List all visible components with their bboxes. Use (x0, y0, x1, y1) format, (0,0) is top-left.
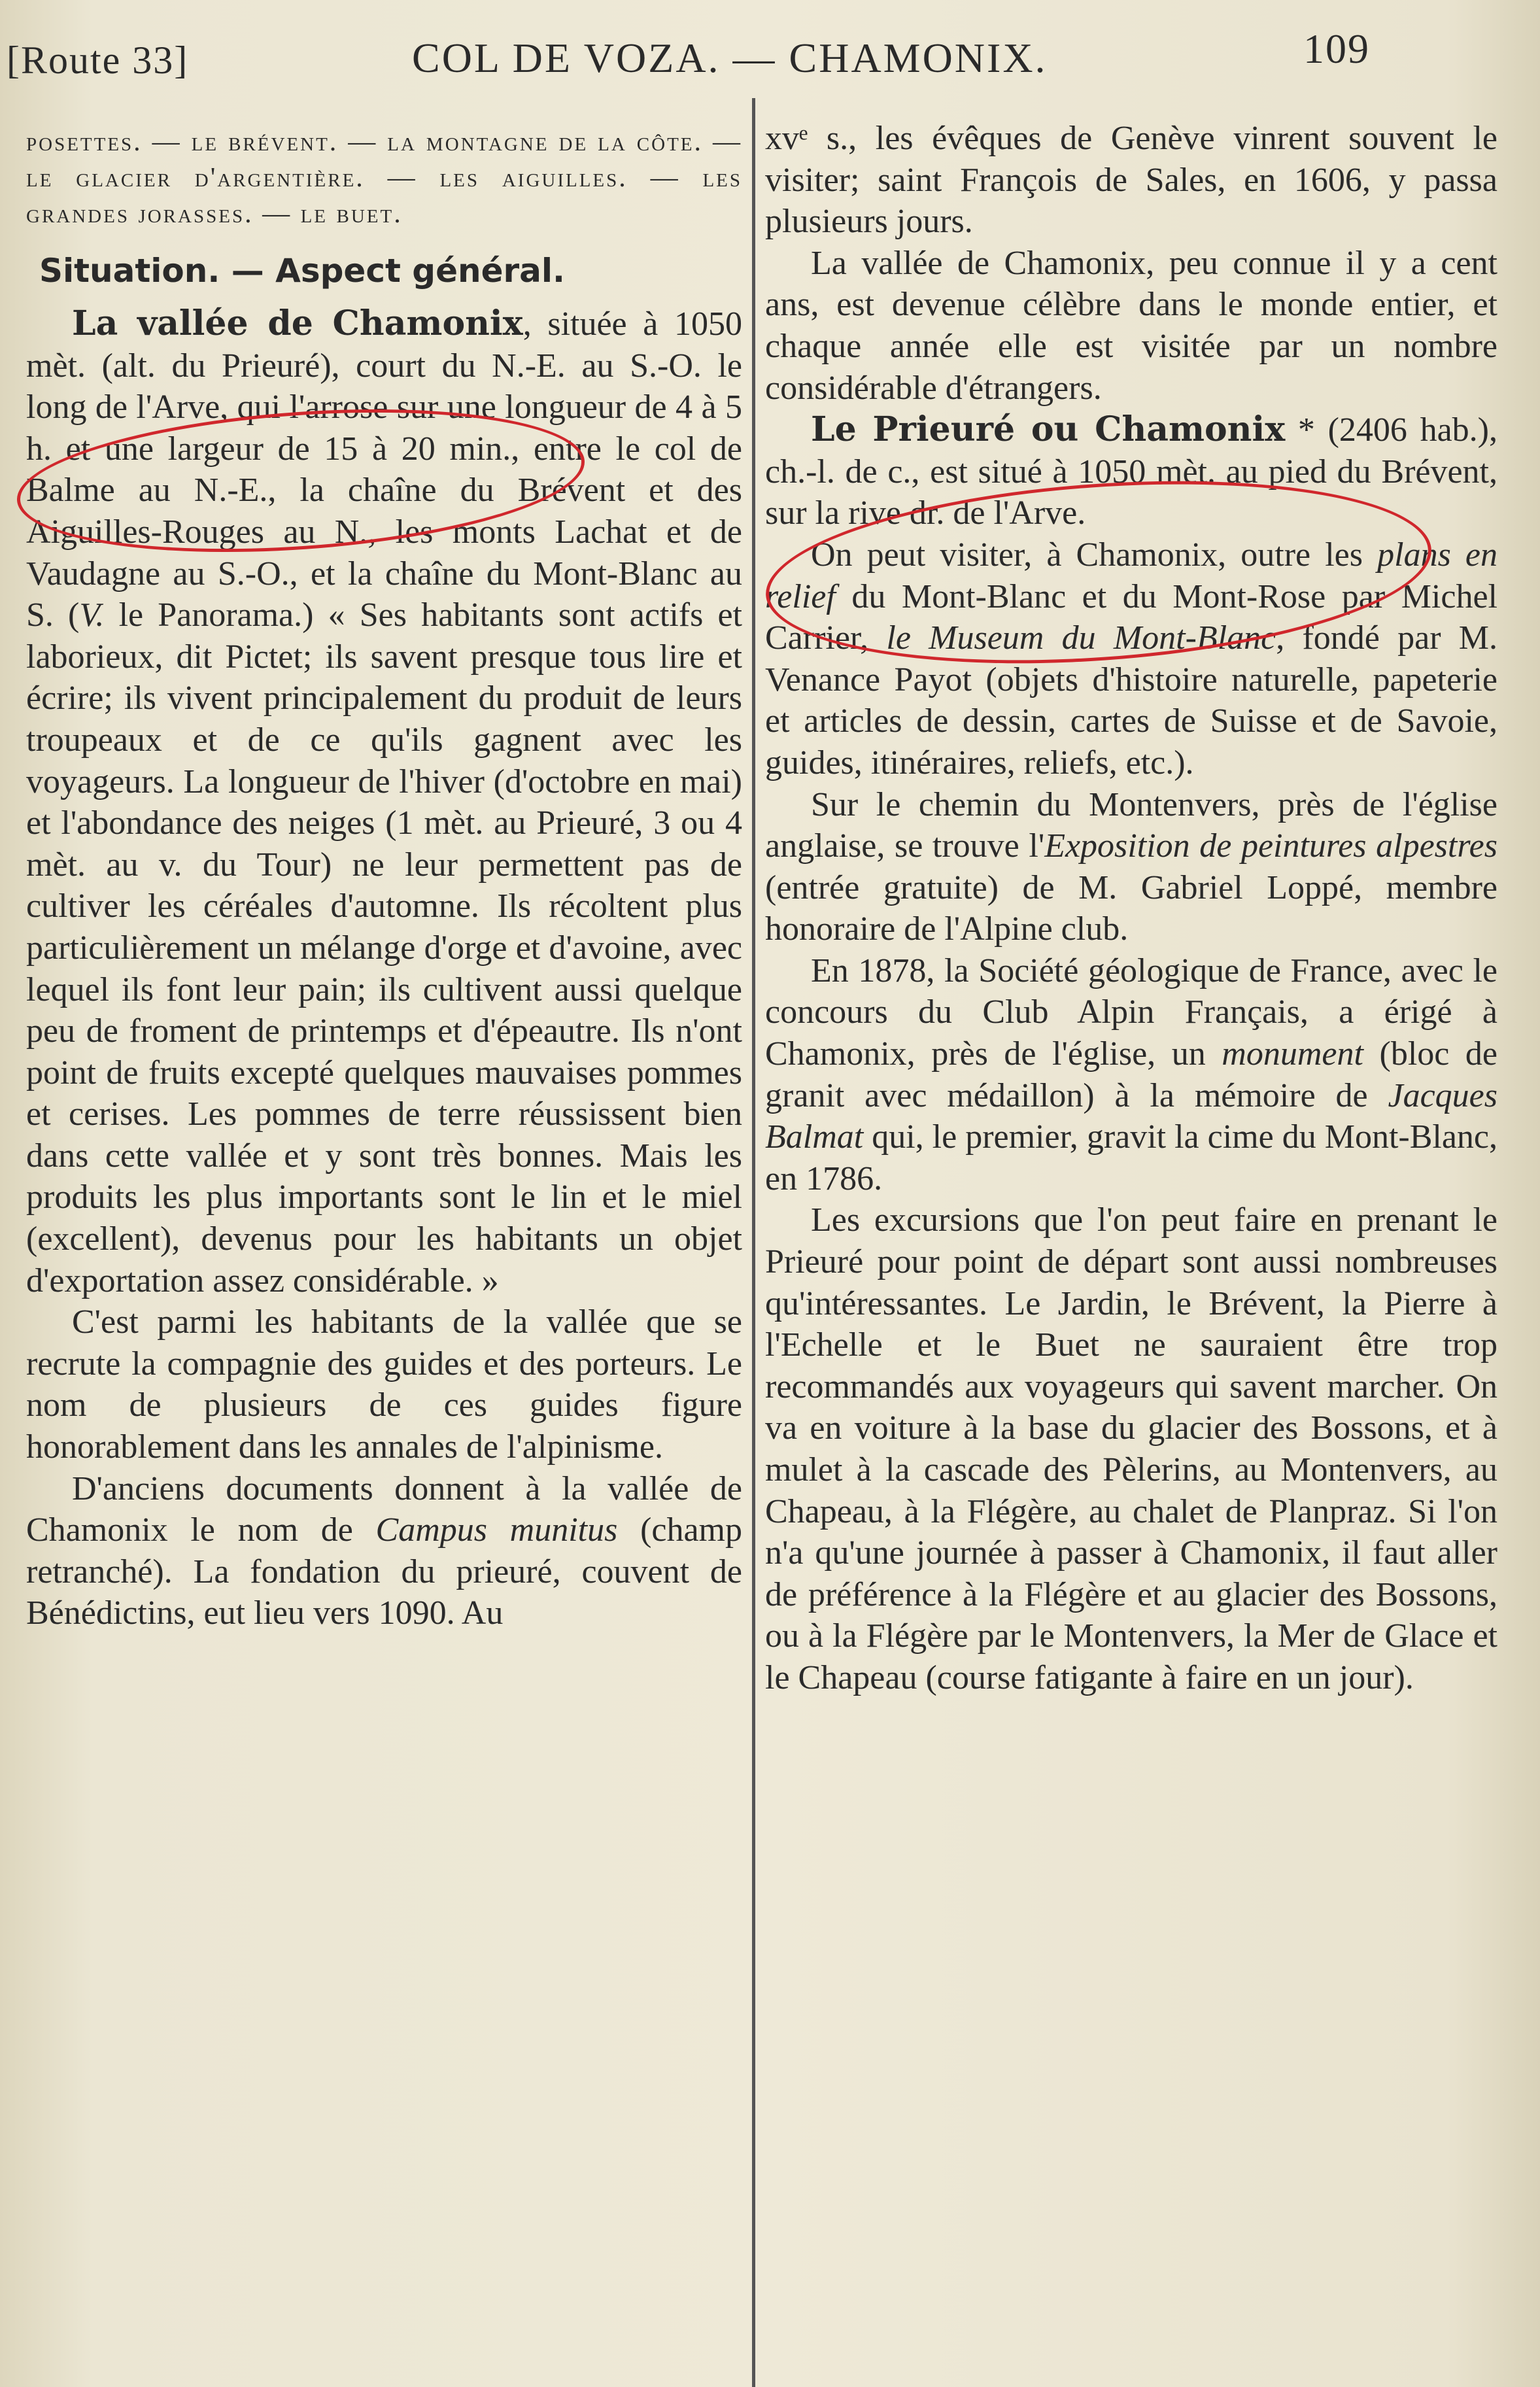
expo-b: (entrée gratuite) de M. Gabriel Loppé, membre honoraire de l'Alpine club. (765, 868, 1497, 948)
paragraph-fame: La vallée de Chamonix, peu connue il y a cent ans, est devenue célèbre dans le monde entier, et chaque année elle est visitée par un nombre considérable d'étrangers. (765, 244, 1497, 407)
expo-a: Sur le chemin du Montenvers, près de l'église anglaise, se trouve l' (765, 785, 1497, 865)
paragraph-history (26, 1468, 742, 1634)
running-title: COL DE VOZA. — CHAMONIX. (412, 35, 1048, 81)
monument-it1: monument (1222, 1035, 1363, 1073)
visits-c: , fondé par M. Venance Payot (objets d'histoire naturelle, papeterie et articles de dessin, cartes de Suisse et de Savoie, guides, itinéraires, reliefs, etc.). (765, 619, 1497, 781)
visits-a: On peut visiter, à Chamonix, outre les (811, 536, 1378, 574)
route-label: [Route 33] (7, 39, 189, 82)
valley-term: La vallée de Chamonix (72, 303, 523, 343)
history-text-a: D'anciens documents donnent à la vallée de Chamonix le nom de (26, 1469, 742, 1549)
valley-ref: V. (79, 596, 105, 634)
paragraph-bishops: xvᵉ s., les évêques de Genève vinrent souvent le visiter; saint François de Sales, en 1606, y passa plusieurs jours. (765, 120, 1497, 241)
page-header (7, 25, 1511, 97)
monument-c: qui, le premier, gravit la cime du Mont-Blanc, en 1786. (765, 1118, 1497, 1197)
visits-it2: le Museum du Mont-Blanc (886, 619, 1276, 657)
paragraph-guides: C'est parmi les habitants de la vallée que se recrute la compagnie des guides et des porteurs. Le nom de plusieurs de ces guides figure honorablement dans les annales de l'alpinisme. (26, 1303, 742, 1466)
visits-it1: plans en relief (765, 536, 1498, 615)
section-heading: Situation. — Aspect général. (39, 252, 566, 290)
history-text-b: (champ retranché). La fondation du prieuré, couvent de Bénédictins, eut lieu vers 1090. Au (26, 1511, 742, 1632)
right-column (765, 118, 1497, 1699)
intro-list: posettes. — le brévent. — la montagne de la côte. — le glacier d'argentière. — les aiguilles. — les grandes jorasses. — le buet. (26, 127, 742, 229)
paragraph-monument (765, 950, 1497, 1200)
prieure-text: * (2406 hab.), ch.-l. de c., est situé à 1050 mèt. au pied du Brévent, sur la rive dr. de l'Arve. (765, 411, 1497, 532)
valley-text: , située à 1050 mèt. (alt. du Prieuré), court du N.-E. au S.-O. le long de l'Arve, qui l'arrose sur une longueur de 4 à 5 h. et une largeur de 15 à 20 min., entre le col de Balme au N.-E., la chaîne du Brévent et des Aiguilles-Rouges au N., les monts Lachat et de Vaudagne au S.-O., et la chaîne du Mont-Blanc au S. ( (26, 305, 742, 634)
history-latin: Campus munitus (375, 1511, 618, 1549)
prieure-term: Le Prieuré ou Chamonix (811, 409, 1286, 450)
monument-a: En 1878, la Société géologique de France, avec le concours du Club Alpin Français, a érigé à Chamonix, près de l'église, un (765, 952, 1497, 1073)
monument-it2: Jacques Balmat (765, 1076, 1497, 1156)
paragraph-exposition (765, 784, 1497, 950)
expo-it: Exposition de peintures alpestres (1044, 827, 1497, 865)
valley-quote: le Panorama.) « Ses habitants sont actifs et laborieux, dit Pictet; ils savent presque tous lire et écrire; ils vivent principalement du produit de leurs troupeaux et de ce qu'ils gagnent avec les voyageurs. La longueur de l'hiver (d'octobre en mai) et l'abondance des neiges (1 mèt. au Prieuré, 3 ou 4 mèt. au v. du Tour) ne leur permettent pas de cultiver les céréales d'automne. Ils récoltent plus particulièrement un mélange d'orge et d'avoine, avec lequel ils font leur pain; ils cultivent aussi quelque peu de froment de printemps et d'épeautre. Ils n'ont point de fruits excepté quelques mauvaises pommes et cerises. Les pommes de terre réussissent bien dans cette vallée et y sont très bonnes. Mais les produits les plus importants sont le lin et le miel (excellent), devenus pour les habitants un objet d'exportation assez considérable. » (26, 596, 742, 1299)
page-number: 109 (1303, 26, 1370, 72)
monument-b: (bloc de granit avec médaillon) à la mémoire de (765, 1035, 1497, 1114)
visits-b: du Mont-Blanc et du Mont-Rose par Michel Carrier, (765, 577, 1497, 657)
paragraph-excursions: Les excursions que l'on peut faire en prenant le Prieuré pour point de départ sont aussi nombreuses qu'intéressantes. Le Jardin, le Brévent, la Pierre à l'Echelle et le Buet ne sauraient être trop recommandés aux voyageurs qui savent marcher. On va en voiture à la base du glacier des Bossons, et à mulet à la cascade des Pèlerins, au Montenvers, au Chapeau, à la Flégère, au chalet de Planpraz. Si l'on n'a qu'une journée à passer à Chamonix, il faut aller de préférence à la Flégère et au glacier des Bossons, ou à la Flégère par le Montenvers, la Mer de Glace et le Chapeau (course fatigante à faire en un jour). (765, 1201, 1497, 1696)
column-divider (752, 98, 755, 2387)
left-column (26, 124, 742, 1634)
